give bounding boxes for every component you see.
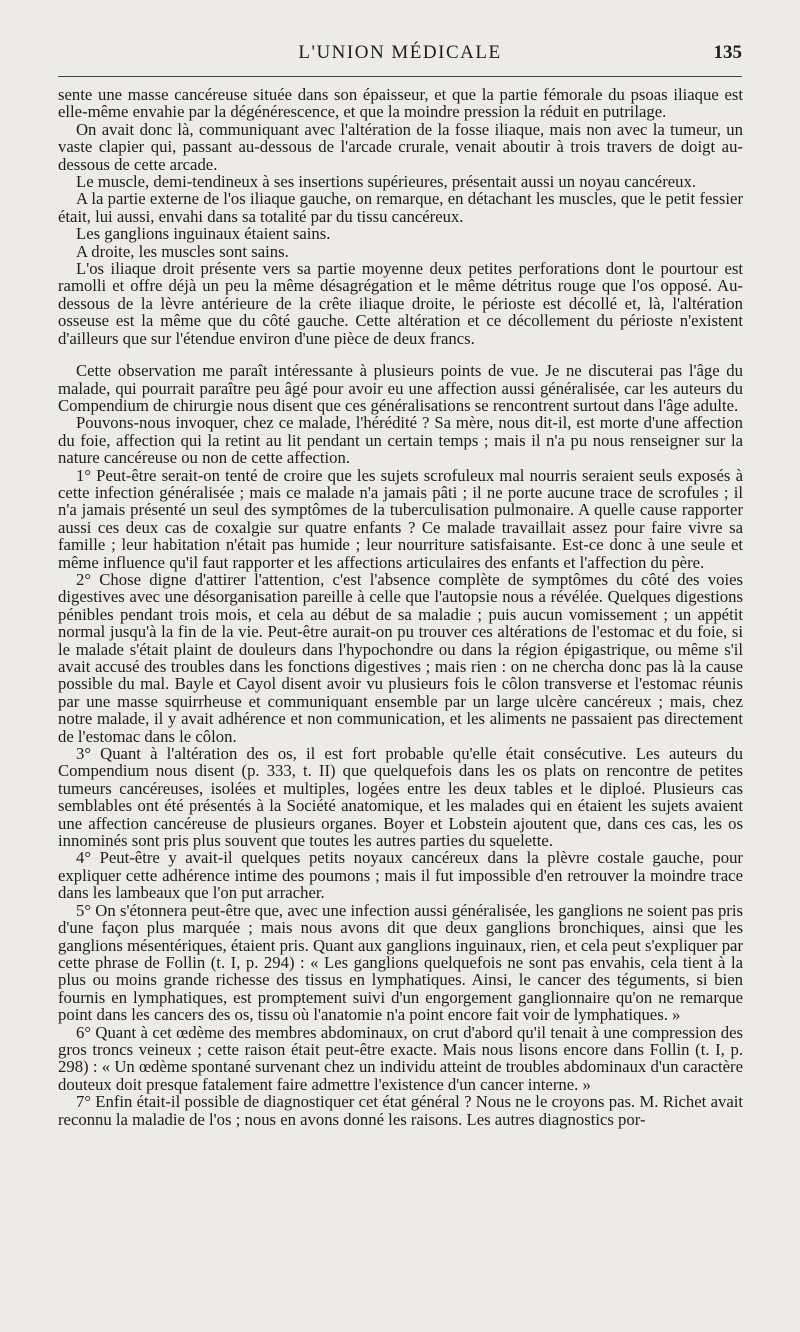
running-title: L'UNION MÉDICALE <box>298 42 502 63</box>
paragraph: A droite, les muscles sont sains. <box>76 241 289 261</box>
paragraph: Pouvons-nous invoquer, chez ce malade, l'hérédité ? Sa mère, nous dit-il, est morte d'une affection du foie, affection qui la retint au lit pendant un certain temps ; mais il n'a pu nous renseigner sur la nature cancéreuse ou non de cette affection. <box>58 413 743 468</box>
paragraph: 4° Peut-être y avait-il quelques petits noyaux cancéreux dans la plèvre costale gauche, pour expliquer cette adhérence intime des poumons ; mais il fut impossible d'en retrouver la moindre trace dans les lambeaux que l'on put arracher. <box>58 848 743 903</box>
page-header <box>58 42 742 72</box>
paragraph: 6° Quant à cet œdème des membres abdominaux, on crut d'abord qu'il tenait à une compression des gros troncs veineux ; cette raison était peut-être exacte. Mais nous lisons encore dans Follin (t. I, p. 298) : « Un œdème spontané survenant chez un individu atteint de troubles abdominaux d'un caractère douteux doit presque fatalement faire admettre l'existence d'un cancer interne. » <box>58 1022 743 1094</box>
page-number: 135 <box>713 42 742 63</box>
paragraph: Le muscle, demi-tendineux à ses insertions supérieures, présentait aussi un noyau cancéreux. <box>76 172 697 192</box>
body-text <box>58 86 743 1128</box>
paragraph: L'os iliaque droit présente vers sa partie moyenne deux petites perforations dont le pourtour est ramolli et offre déjà un peu la même désagrégation et le même détritus rouge que l'os opposé. Au-dessous de la lèvre antérieure de la crête iliaque droite, le périoste est décollé et, là, l'altération osseuse est la même que du côté gauche. Cette altération et ce décollement du périoste n'existent d'ailleurs que sur l'étendue environ d'une pièce de deux francs. <box>58 259 743 348</box>
paragraph: 1° Peut-être serait-on tenté de croire que les sujets scrofuleux mal nourris seraient seuls exposés à cette infection généralisée ; mais ce malade n'a jamais pâti ; il ne porte aucune trace de scrofules ; il n'a jamais présenté un seul des symptômes de la tuberculisation pulmonaire. A quelle cause rapporter aussi ces deux cas de coxalgie sur quatre enfants ? Ce malade travaillait assez pour faire vivre sa famille ; leur habitation n'était pas humide ; leur nourriture satisfaisante. Est-ce donc à une seule et même influence qu'il faut rapporter et les affections articulaires des enfants et l'affection du père. <box>58 465 743 572</box>
paragraph: On avait donc là, communiquant avec l'altération de la fosse iliaque, mais non avec la tumeur, un vaste clapier qui, passant au-dessous de l'arcade crurale, venait aboutir à trois travers de doigt au-dessous de cette arcade. <box>58 119 743 174</box>
paragraph: A la partie externe de l'os iliaque gauche, on remarque, en détachant les muscles, que le petit fessier était, lui aussi, envahi dans sa totalité par du tissu cancéreux. <box>58 189 743 226</box>
header-rule <box>58 76 742 77</box>
paragraph: Cette observation me paraît intéressante à plusieurs points de vue. Je ne discuterai pas l'âge du malade, qui pourrait paraître peu âgé pour avoir eu une affection aussi généralisée, car les auteurs du Compendium de chirurgie nous disent que ces généralisations se rencontrent surtout dans l'âge adulte. <box>58 361 743 415</box>
paragraph: 7° Enfin était-il possible de diagnostiquer cet état général ? Nous ne le croyons pas. M. Richet avait reconnu la maladie de l'os ; nous en avons donné les raisons. Les autres diagnostics por- <box>58 1092 743 1129</box>
paragraph: sente une masse cancéreuse située dans son épaisseur, et que la partie fémorale du psoas iliaque est elle-même envahie par la dégénérescence, et que la moindre pression la réduit en putrilage. <box>58 85 743 122</box>
paragraph: 2° Chose digne d'attirer l'attention, c'est l'absence complète de symptômes du côté des voies digestives avec une désorganisation pareille à celle que l'autopsie nous a révélée. Quelques digestions pénibles pendant trois mois, et cela au début de sa maladie ; puis aucun vomissement ; un appétit normal jusqu'à la fin de la vie. Peut-être aurait-on pu trouver ces altérations de l'estomac et du foie, si le malade s'était plaint de douleurs dans l'hypochondre ou dans la région épigastrique, ou même s'il avait accusé des troubles dans les fonctions digestives ; mais rien : on ne chercha donc pas là la cause possible du mal. Bayle et Cayol disent avoir vu plusieurs fois le côlon transverse et l'estomac réunis par une masse squirrheuse et communiquant ensemble par un large ulcère cancéreux ; mais, chez notre malade, il y avait adhérence et non communication, et les aliments ne passaient pas directement de l'estomac dans le côlon. <box>58 569 743 746</box>
paragraph: Les ganglions inguinaux étaient sains. <box>76 224 331 244</box>
paragraph: 5° On s'étonnera peut-être que, avec une infection aussi généralisée, les ganglions ne soient pas pris d'une façon plus marquée ; mais nous avons dit que deux ganglions bronchiques, ainsi que les ganglions mésentériques, étaient pris. Quant aux ganglions inguinaux, rien, et cela peut s'expliquer par cette phrase de Follin (t. I, p. 294) : « Les ganglions quelquefois ne sont pas envahis, cela tient à la plus ou moins grande richesse des tissus en lymphatiques. Ainsi, le cancer des téguments, si bien fournis en lymphatiques, est promptement suivi d'un engorgement ganglionnaire qu'on ne remarque point dans les cancers des os, tissu où l'anatomie n'a point encore fait voir de lymphatiques. » <box>58 900 743 1025</box>
paragraph: 3° Quant à l'altération des os, il est fort probable qu'elle était consécutive. Les auteurs du Compendium nous disent (p. 333, t. II) que quelquefois dans les os plats on rencontre de petites tumeurs cancéreuses, isolées et multiples, logées entre les deux tables et le diploé. Plusieurs cas semblables ont été présentés à la Société anatomique, et les malades qui en étaient les sujets avaient une affection cancéreuse de plusieurs organes. Boyer et Lobstein ajoutent que, dans ces cas, les os innominés sont pris plus souvent que toutes les autres parties du squelette. <box>58 744 743 851</box>
